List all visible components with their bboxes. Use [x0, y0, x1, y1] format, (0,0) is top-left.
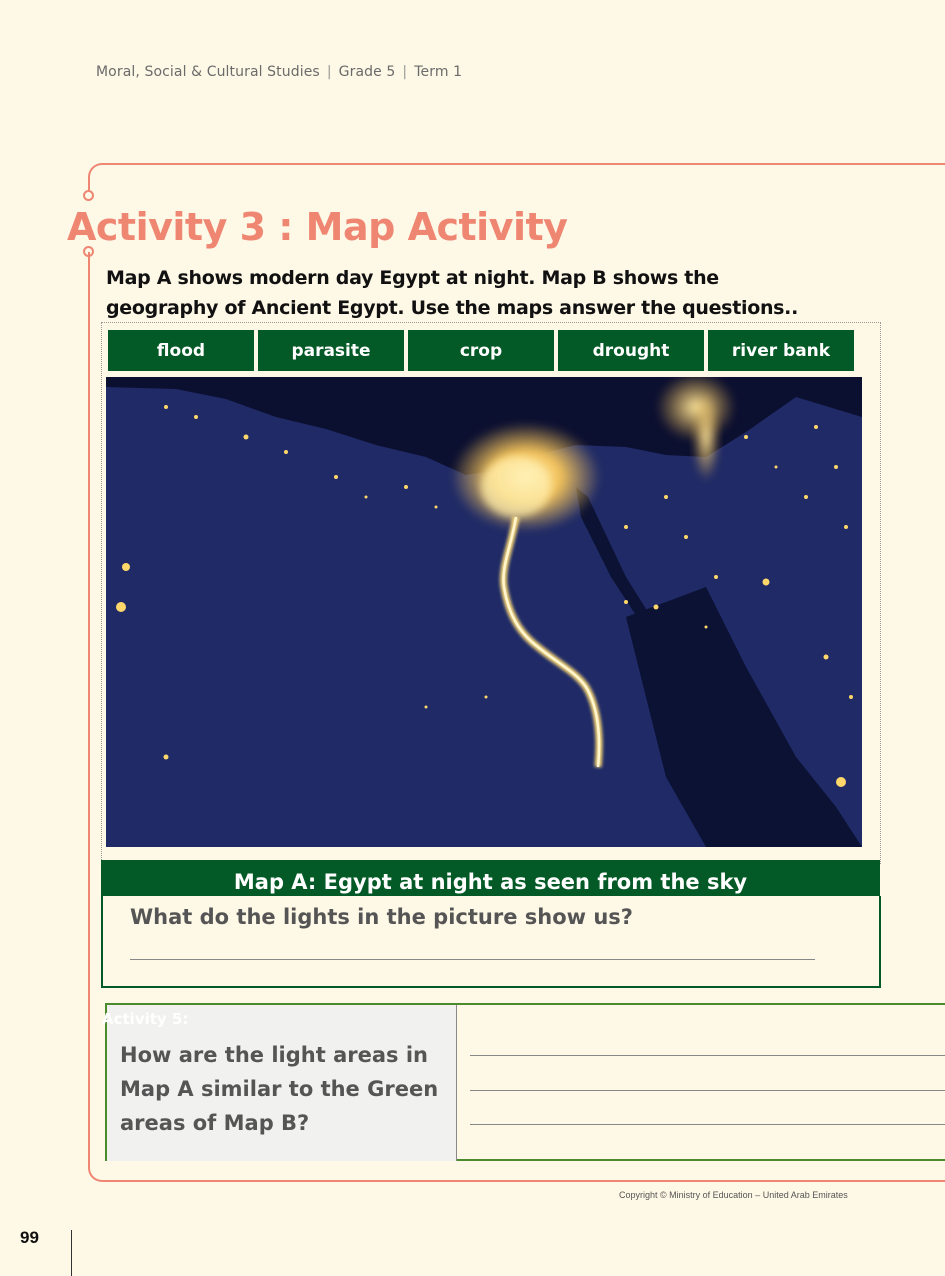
header-term: Term 1: [414, 64, 463, 80]
egypt-night-map-image: [106, 377, 862, 847]
header-subject: Moral, Social & Cultural Studies: [96, 64, 320, 80]
question-2-text: How are the light areas in Map A similar to the Green areas of Map B?: [120, 1043, 439, 1135]
frame-top-border: [88, 163, 945, 195]
word-bank-item: flood: [108, 330, 254, 371]
word-bank-item: river bank: [708, 330, 854, 371]
answer-line[interactable]: [470, 1055, 945, 1056]
word-bank-item: drought: [558, 330, 704, 371]
page-number-divider: [71, 1230, 72, 1276]
page-number: 99: [20, 1228, 39, 1247]
word-bank: [108, 330, 854, 371]
activity-instructions: Map A shows modern day Egypt at night. Map B shows the geography of Ancient Egypt. Use the maps answer the questions..: [106, 267, 799, 319]
answer-line[interactable]: [470, 1124, 945, 1125]
frame-left-border: [88, 252, 90, 1164]
activity-5-tag: Activity 5:: [102, 1010, 189, 1028]
header-separator: |: [402, 64, 408, 80]
answer-line[interactable]: [470, 1090, 945, 1091]
frame-dot-icon: [83, 190, 94, 201]
map-caption: Map A: Egypt at night as seen from the sky: [101, 860, 880, 896]
answer-line[interactable]: [130, 959, 815, 960]
running-header: [96, 64, 462, 80]
word-bank-item: crop: [408, 330, 554, 371]
activity-title: Activity 3 : Map Activity: [67, 205, 568, 249]
question-1-text: What do the lights in the picture show us?: [130, 905, 633, 929]
header-grade: Grade 5: [338, 64, 396, 80]
header-separator: |: [326, 64, 332, 80]
copyright-notice: Copyright © Ministry of Education – United Arab Emirates: [619, 1190, 848, 1200]
word-bank-item: parasite: [258, 330, 404, 371]
